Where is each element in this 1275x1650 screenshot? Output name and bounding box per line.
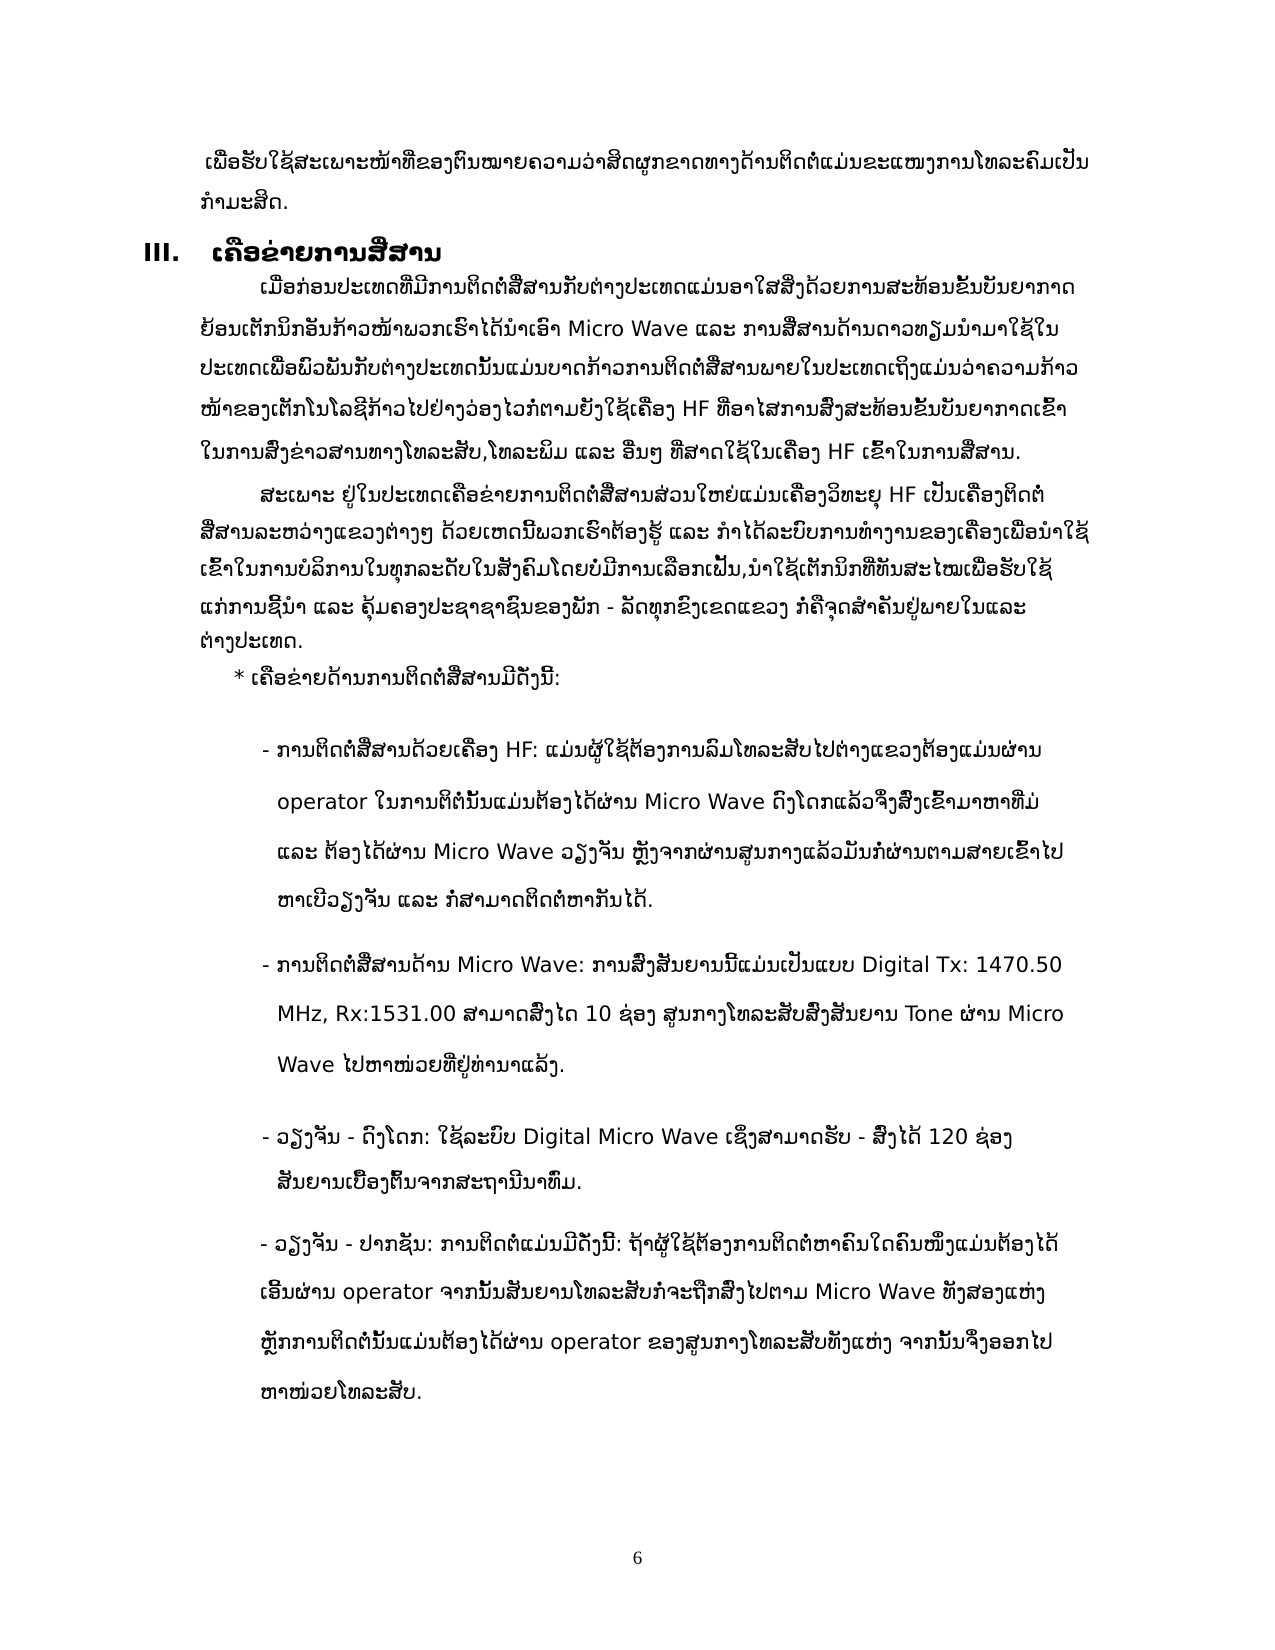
intro-line: ເພື່ອຮັບໃຊ້ສະເພາະໜ້າທີ່ຂອງຕົນໝາຍຄວາມວ່າສິດຜູກຂາດທາງດ້ານຕິດຕໍ່ແມ່ນຂະແໜງການໂທລະຄົມເປັນ (205, 150, 1090, 174)
page-number: 6 (632, 1548, 643, 1569)
paragraph-line: ເມື່ອກ່ອນປະເທດທີ່ມີການຕິດຕໍ່ສື່ສານກັບຕ່າງປະເທດແມ່ນອາໃສສິ່ງດ້ວຍການສະທ້ອນຂັ້ນບັນຍາກາດ (260, 275, 1076, 299)
list-item-line: - ການຕິດຕໍ່ສື່ສານດ້ານ Micro Wave: ການສົ່ງສັນຍານນີ້ແມ່ນເປັນແບບ Digital Tx: 1470.50 (262, 953, 1063, 977)
paragraph-line: ໜ້າຂອງເຕັກໂນໂລຊີກ້າວໄປຢ່າງວ່ອງໄວກໍ່ຕາມຍັງໃຊ້ເຄື່ອງ HF ທີ່ອາໄສການສົ່ງສະທ້ອນຂັ້ນບັນຍາກາດເຂົ້າ (200, 397, 1067, 421)
section-title: ເຄືອຂ່າຍການສື່ສານ (211, 238, 442, 267)
list-intro: * ເຄືອຂ່າຍດ້ານການຕິດຕໍ່ສື່ສານມີດັ່ງນີ້: (234, 666, 561, 690)
list-item-line: - ວຽງຈັນ - ດົງໂດກ: ໃຊ້ລະບົບ Digital Micro Wave ເຊິ່ງສາມາດຮັບ - ສົ່ງໄດ້ 120 ຊ່ອງ (262, 1125, 1013, 1149)
paragraph-line: ເຂົ້າໃນການບໍລິການໃນທຸກລະດັບໃນສັງຄົມໂດຍບໍ່ມີການເລືອກເຟັ້ນ,ນຳໃຊ້ເຕັກນິກທີ່ທັນສະໄໝເພື່ອຮັບໃຊ້ (200, 557, 1053, 581)
intro-line: ກຳມະສິດ. (200, 190, 289, 214)
paragraph-line: ໃນການສົ່ງຂ່າວສານທາງໂທລະສັບ,ໂທລະພິມ ແລະ ອື່ນໆ ທີ່ສາດໃຊ້ໃນເຄື່ອງ HF ເຂົ້າໃນການສື່ສານ. (200, 440, 1022, 464)
list-item-line: ສັນຍານເບື້ອງຕົ້ນຈາກສະຖານີນາທົ່ມ. (277, 1170, 583, 1194)
paragraph-line: ປະເທດເພື່ອພົວພັນກັບຕ່າງປະເທດນັ້ນແມ່ນບາດກ້າວການຕິດຕໍ່ສື່ສານພາຍໃນປະເທດເຖິງແມ່ນວ່າຄວາມກ້າວ (200, 356, 1079, 380)
list-item-line: Wave ໄປຫາໜ່ວຍທີ່ຢູ່ທ່ານາແລ້ງ. (277, 1053, 566, 1077)
list-item-line: ຫາເບີວຽງຈັນ ແລະ ກໍ່ສາມາດຕິດຕໍ່ຫາກັນໄດ້. (277, 888, 654, 912)
section-heading (143, 238, 442, 267)
list-item-line: ຫາໜ່ວຍໂທລະສັບ. (260, 1380, 423, 1404)
list-item-line: ແລະ ຕ້ອງໄດ້ຜ່ານ Micro Wave ວຽງຈັນ ຫຼັງຈາກຜ່ານສູນກາງແລ້ວມັນກໍ່ຜ່ານຕາມສາຍເຂົ້າໄປ (277, 840, 1064, 864)
paragraph-line: ສື່ສານລະຫວ່າງແຂວງຕ່າງໆ ດ້ວຍເຫດນີ້ພວກເຮົາຕ້ອງຮູ້ ແລະ ກຳໄດ້ລະບົບການທຳງານຂອງເຄື່ອງເພື່ອນຳໃຊ້ (200, 520, 1089, 544)
list-item-line: - ວຽງຈັນ - ປາກຊັນ: ການຕິດຕໍ່ແມ່ນມີດັ່ງນີ້: ຖ້າຜູ້ໃຊ້ຕ້ອງການຕິດຕໍ່ຫາຄົນໃດຄົນໜຶ່ງແມ່ນຕ້ອງໄດ້ (260, 1232, 1059, 1256)
paragraph-line: ຍ້ອນເຕັກນິກອັນກ້າວໜ້າພວກເຮົາໄດ້ນຳເອົາ Micro Wave ແລະ ການສື່ສານດ້ານດາວທຽມນຳມາໃຊ້ໃນ (200, 317, 1060, 341)
paragraph-line: ສະເພາະ ຢູ່ໃນປະເທດເຄືອຂ່າຍການຕິດຕໍ່ສື່ສານສ່ວນໃຫຍ່ແມ່ນເຄື່ອງວິທະຍຸ HF ເປັນເຄື່ອງຕິດຕໍ່ (260, 483, 1045, 507)
list-item-line: MHz, Rx:1531.00 ສາມາດສົ່ງໄດ 10 ຊ່ອງ ສູນກາງໂທລະສັບສົ່ງສັນຍານ Tone ຜ່ານ Micro (277, 1002, 1065, 1026)
list-item-line: operator ໃນການຕິຕໍ່ນັ້ນແມ່ນຕ້ອງໄດ້ຜ່ານ Micro Wave ດົງໂດກແລ້ວຈຶ່ງສົ່ງເຂົ້າມາຫາທີ່ມ່ (277, 790, 1040, 814)
paragraph-line: ຕ່າງປະເທດ. (200, 629, 304, 653)
paragraph-line: ແກ່ການຊີ້ນຳ ແລະ ຄຸ້ມຄອງປະຊາຊາຊົນຂອງພັກ - ລັດທຸກຂົງເຂດແຂວງ ກໍ່ຄືຈຸດສຳຄັນຢູ່ພາຍໃນແລະ (200, 595, 1027, 619)
list-item-line: ຫຼັກການຕິດຕໍ່ນັ້ນແມ່ນຕ້ອງໄດ້ຜ່ານ operator ຂອງສູນກາງໂທລະສັບທັງແຫ່ງ ຈາກນັ້ນຈຶ່ງອອກໄປ (260, 1330, 1053, 1354)
section-number: III. (143, 238, 181, 267)
list-item-line: ເອີ້ນຜ່ານ operator ຈາກນັ້ນສັນຍານໂທລະສັບກໍ່ຈະຖືກສົ່ງໄປຕາມ Micro Wave ທັງສອງແຫ່ງ (260, 1280, 1046, 1304)
list-item-line: - ການຕິດຕໍ່ສື່ສານດ້ວຍເຄື່ອງ HF: ແມ່ນຜູ້ໃຊ້ຕ້ອງການລົມໂທລະສັບໄປຕ່າງແຂວງຕ້ອງແມ່ນຜ່ານ (262, 738, 1042, 762)
